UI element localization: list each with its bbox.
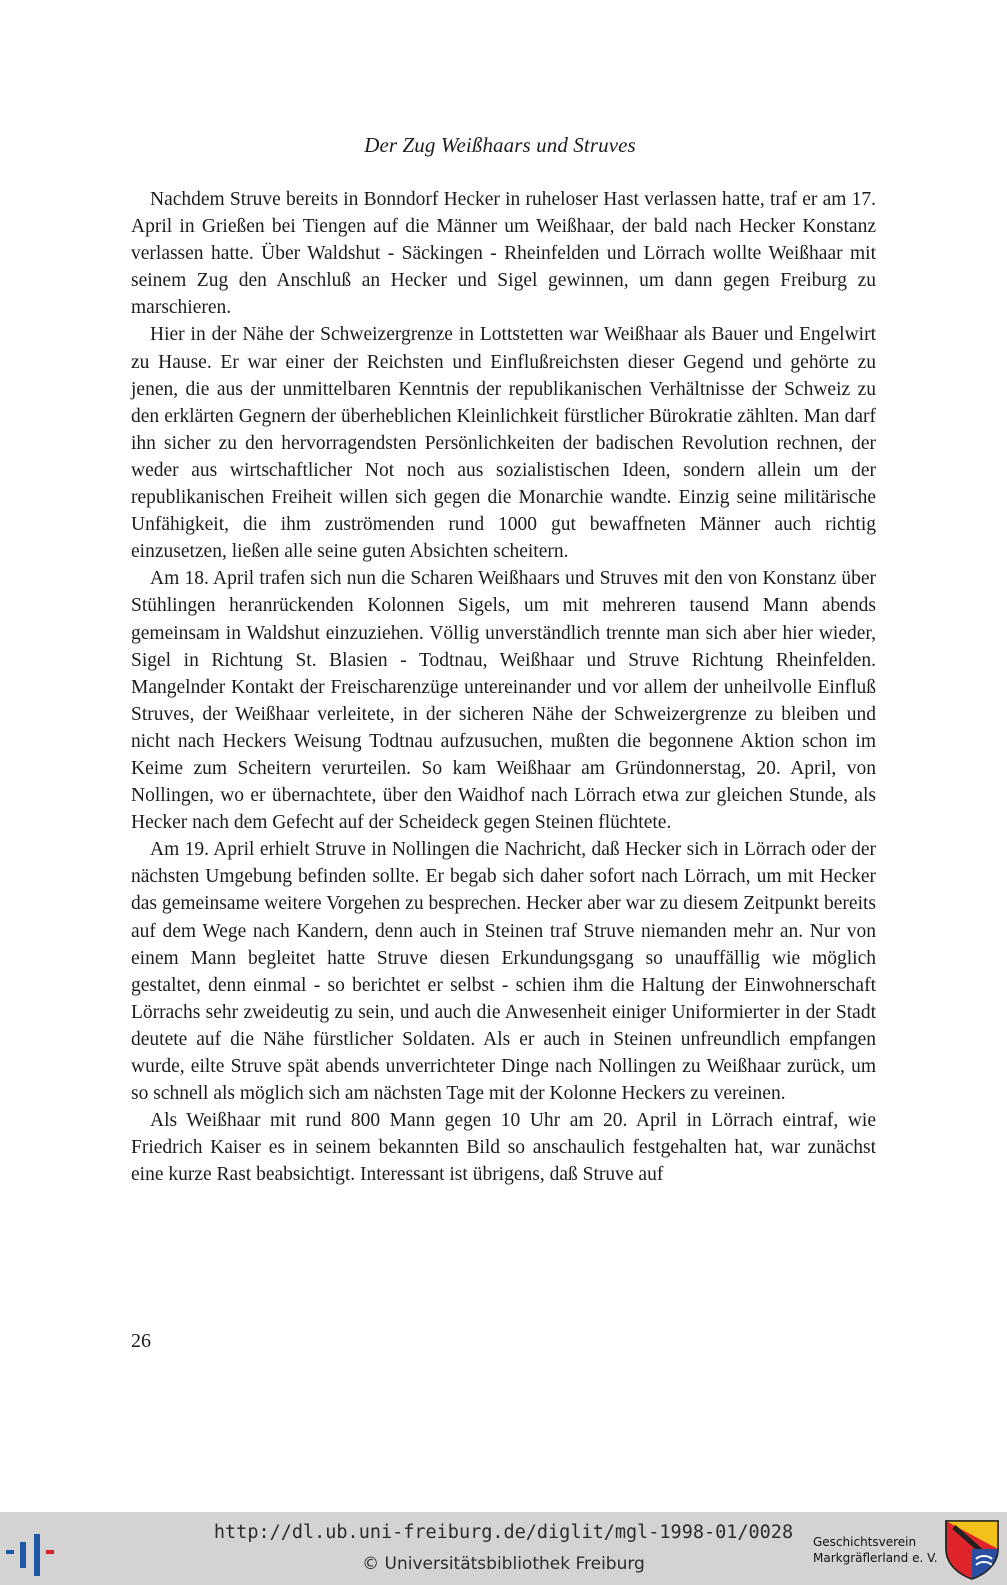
copyright-text: © Universitätsbibliothek Freiburg <box>362 1554 645 1574</box>
document-url-link[interactable]: http://dl.ub.uni-freiburg.de/diglit/mgl-1998-01/0028 <box>213 1522 794 1543</box>
paragraph: Am 19. April erhielt Struve in Nollingen die Nachricht, daß Hecker sich in Lörrach oder der nächsten Umgebung befinden sollte. Er begab sich daher sofort nach Lörrach, um mit Hecker das gemeinsame weitere Vorgehen zu besprechen. Hecker aber war zu diesem Zeitpunkt bereits auf dem Wege nach Kandern, denn auch in Steinen traf Struve niemanden mehr an. Nur von einem Mann begleitet hatte Struve diesen Erkundungsgang so unauffällig wie möglich gestaltet, denn einmal - so berichtet er selbst - schien ihm die Haltung der Einwohnerschaft Lörrachs sehr zweideutig zu sein, und auch die Anwesenheit einiger Uniformierter in der Stadt deutete auf die Nähe fürstlicher Soldaten. Als er auch in Steinen unfreundlich empfangen wurde, eilte Struve spät abends unverrichteter Dinge nach Nollingen zu Weißhaar zurück, um so schnell als möglich sich am nächsten Tage mit der Kolonne Heckers zu vereinen. <box>131 839 876 1105</box>
running-header: Der Zug Weißhaars und Struves <box>364 133 636 157</box>
body-text <box>131 186 876 1188</box>
society-name <box>813 1534 938 1566</box>
society-line: Geschichtsverein <box>813 1535 917 1549</box>
paragraph: Als Weißhaar mit rund 800 Mann gegen 10 Uhr am 20. April in Lörrach eintraf, wie Friedrich Kaiser es in seinem bekannten Bild so anschaulich festgehalten hat, war zunächst eine kurze Rast beabsichtigt. Interessant ist übrigens, daß Struve auf <box>131 1110 876 1186</box>
viewer-footer <box>0 1512 1007 1585</box>
paragraph: Hier in der Nähe der Schweizergrenze in Lottstetten war Weißhaar als Bauer und Engelwirt zu Hause. Er war einer der Reichsten und Einflußreichsten dieser Gegend und gehörte zu jenen, die aus der unmittelbaren Kenntnis der republikanischen Verhältnisse der Schweiz zu den erklärten Gegnern der überheblichen Kleinlichkeit fürstlicher Bürokratie zählten. Man darf ihn sicher zu den hervorragendsten Persönlichkeiten der badischen Revolution rechnen, der weder aus wirtschaftlicher Not noch aus sozialistischen Ideen, sondern allein um der republikanischen Freiheit willen sich gegen die Monarchie wandte. Einzig seine militärische Unfähigkeit, die ihm zuströmenden rund 1000 gut bewaffneten Männer auch richtig einzusetzen, ließen alle seine guten Absichten scheitern. <box>131 324 876 563</box>
society-line: Markgräflerland e. V. <box>813 1551 938 1565</box>
paragraph: Am 18. April trafen sich nun die Scharen Weißhaars und Struves mit den von Konstanz über Stühlingen heranrückenden Kolonnen Sigels, um mit mehreren tausend Mann abends gemeinsam in Waldshut einzuziehen. Völlig unverständlich trennte man sich aber hier wieder, Sigel in Richtung St. Blasien - Todtnau, Weißhaar und Struve Richtung Rheinfelden. Mangelnder Kontakt der Freischarenzüge untereinander und vor allem der unheilvolle Einfluß Struves, der Weißhaar verleitete, in der sicheren Nähe der Schweizergrenze zu bleiben und nicht nach Heckers Weisung Todtnau aufzusuchen, mußten die begonnene Aktion schon im Keime zum Scheitern verurteilen. So kam Weißhaar am Gründonnerstag, 20. April, von Nollingen, wo er übernachtete, über den Waidhof nach Lörrach etwa zur gleichen Stunde, als Hecker nach dem Gefecht auf der Scheideck gegen Steinen flüchtete. <box>131 568 876 834</box>
paragraph: Nachdem Struve bereits in Bonndorf Hecker in ruheloser Hast verlassen hatte, traf er am 17. April in Grießen bei Tiengen auf die Männer um Weißhaar, der bald nach Hecker Konstanz verlassen hatte. Über Waldshut - Säckingen - Rheinfelden und Lörrach wollte Weißhaar mit seinem Zug den Anschluß an Hecker und Sigel gewinnen, um dann gegen Freiburg zu marschieren. <box>131 189 876 319</box>
coat-of-arms-icon[interactable] <box>944 1519 1000 1581</box>
page-number: 26 <box>131 1330 151 1352</box>
